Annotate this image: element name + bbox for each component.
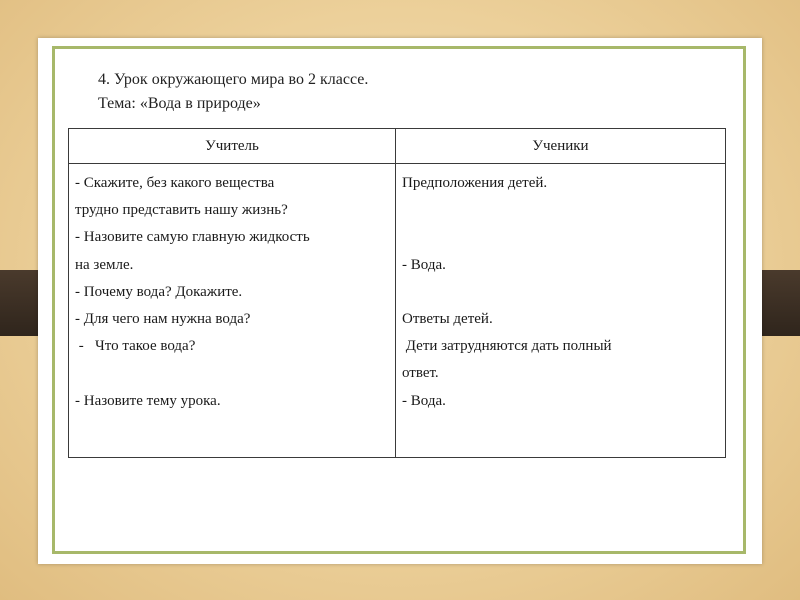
student-line-blank xyxy=(402,224,721,251)
teacher-line: на земле. xyxy=(75,256,134,273)
lesson-table xyxy=(68,128,726,458)
teacher-line: - Что такое вода? xyxy=(75,338,196,355)
slide-heading xyxy=(98,68,368,116)
teacher-line: - Для чего нам нужна вода? xyxy=(75,311,251,328)
header-students: Ученики xyxy=(396,129,726,164)
student-line: - Вода. xyxy=(402,256,446,273)
table-row xyxy=(69,164,726,458)
teacher-line-blank xyxy=(75,360,391,387)
students-cell xyxy=(396,164,726,458)
slide xyxy=(38,38,762,564)
teacher-line: - Назовите тему урока. xyxy=(75,392,221,409)
teacher-line: трудно представить нашу жизнь? xyxy=(75,202,288,219)
student-line-blank xyxy=(402,279,721,306)
student-line: ответ. xyxy=(402,365,439,382)
student-line: Дети затрудняются дать полный xyxy=(402,338,612,355)
student-line: Предположения детей. xyxy=(402,175,548,191)
teacher-line: - Скажите, без какого вещества xyxy=(75,175,275,191)
teacher-line: - Почему вода? Докажите. xyxy=(75,283,243,300)
teacher-cell xyxy=(69,164,396,458)
student-line: Ответы детей. xyxy=(402,310,493,327)
header-teacher: Учитель xyxy=(69,129,396,164)
student-line: - Вода. xyxy=(402,392,446,409)
teacher-line: - Назовите самую главную жидкость xyxy=(75,229,310,246)
lesson-title: 4. Урок окружающего мира во 2 классе. xyxy=(98,71,369,88)
table-header-row xyxy=(69,129,726,164)
student-line-blank xyxy=(402,197,721,224)
lesson-topic: Тема: «Вода в природе» xyxy=(98,95,261,112)
